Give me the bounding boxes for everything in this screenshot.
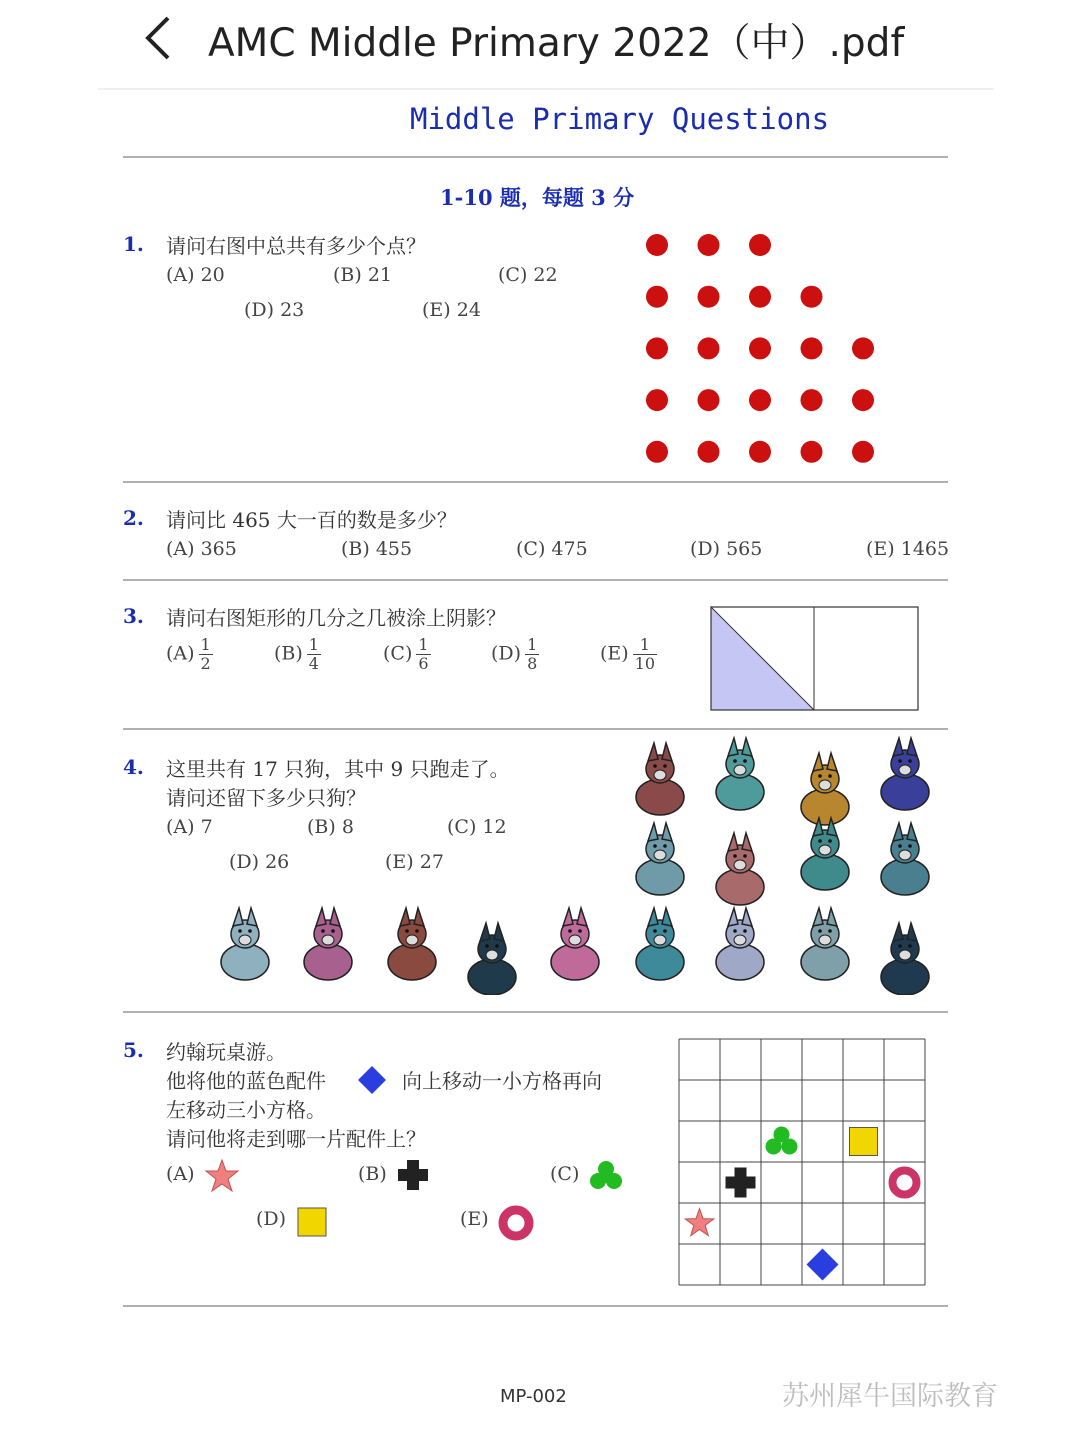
- option-b: [274, 636, 321, 673]
- dot: [749, 389, 771, 411]
- question-text: 请问他将走到哪一片配件上？: [166, 1127, 426, 1151]
- dot: [852, 389, 874, 411]
- game-board: [678, 1038, 930, 1290]
- square-piece: [850, 1128, 878, 1156]
- question-text: 约翰玩桌游。: [166, 1040, 286, 1064]
- dog-icon: [881, 823, 929, 895]
- dog-icon: [801, 753, 849, 825]
- question-number: 5.: [123, 1038, 144, 1062]
- fraction-denominator: 4: [308, 654, 319, 673]
- option-d: (D) 26: [229, 851, 290, 873]
- dot: [749, 286, 771, 308]
- fraction-numerator: 1: [633, 636, 657, 655]
- star-piece: [685, 1209, 714, 1236]
- blue-diamond-icon: [356, 1064, 388, 1096]
- dog-icon: [221, 908, 269, 980]
- fraction-numerator: 1: [527, 635, 538, 654]
- dot: [646, 389, 668, 411]
- dot: [698, 234, 720, 256]
- chevron-left-icon[interactable]: [140, 14, 176, 62]
- dog-icon: [551, 908, 599, 980]
- dot: [646, 286, 668, 308]
- question-number: 4.: [123, 755, 144, 779]
- option-d: [491, 636, 539, 673]
- option-label: (A): [166, 642, 195, 665]
- dot-figure: [640, 228, 880, 473]
- option-d: (D) 23: [244, 299, 305, 321]
- fraction-numerator: 1: [308, 635, 319, 654]
- option-label: (C): [383, 642, 413, 665]
- dot: [698, 286, 720, 308]
- divider: [123, 481, 948, 483]
- clover-piece: [766, 1127, 798, 1155]
- dot: [852, 441, 874, 463]
- dot: [698, 389, 720, 411]
- dog-icon: [636, 823, 684, 895]
- dot: [646, 441, 668, 463]
- option-c: (C) 22: [498, 264, 558, 286]
- dog-icon: [304, 908, 352, 980]
- option-b: (B) 455: [341, 538, 413, 560]
- dog-icon: [636, 743, 684, 815]
- divider: [123, 1305, 948, 1307]
- document-title: AMC Middle Primary 2022（中）.pdf: [208, 21, 905, 66]
- dot: [646, 234, 668, 256]
- question-number: 2.: [123, 506, 144, 530]
- option-a: (A) 7: [166, 816, 213, 838]
- option-b: (B) 21: [333, 264, 393, 286]
- divider: [123, 1011, 948, 1013]
- square-icon: [296, 1206, 328, 1238]
- dog-icon: [716, 833, 764, 905]
- fraction-denominator: 6: [418, 654, 429, 673]
- question-number: 1.: [123, 232, 144, 256]
- option-b: (B): [358, 1163, 387, 1185]
- fraction: [525, 636, 539, 673]
- option-d: (D) 565: [690, 538, 763, 560]
- option-a: (A) 20: [166, 264, 225, 286]
- dogs-figure: [200, 735, 950, 995]
- option-a: [166, 636, 213, 673]
- question-text: 请问还留下多少只狗？: [166, 786, 366, 810]
- fraction-denominator: 10: [634, 654, 656, 673]
- option-c: [383, 636, 431, 673]
- blue-diamond-piece: [807, 1249, 839, 1281]
- question-text: 他将他的蓝色配件: [166, 1069, 326, 1093]
- option-b: (B) 8: [307, 816, 354, 838]
- dog-icon: [716, 738, 764, 810]
- dog-icon: [468, 923, 516, 995]
- title-divider: [98, 88, 994, 90]
- option-e: (E): [460, 1208, 489, 1230]
- option-a: (A): [166, 1163, 195, 1185]
- option-e: (E) 24: [422, 299, 481, 321]
- option-c: (C) 12: [447, 816, 507, 838]
- option-e: [600, 636, 657, 673]
- dot: [801, 337, 823, 359]
- dog-icon: [636, 908, 684, 980]
- cross-piece: [726, 1168, 756, 1198]
- dog-icon: [716, 908, 764, 980]
- option-c: (C) 475: [516, 538, 588, 560]
- option-c: (C): [550, 1163, 580, 1185]
- option-label: (E): [600, 642, 629, 665]
- ring-piece: [893, 1171, 917, 1195]
- dog-icon: [801, 908, 849, 980]
- dot: [801, 441, 823, 463]
- dot: [749, 234, 771, 256]
- fraction-denominator: 8: [527, 654, 538, 673]
- shaded-triangle: [711, 607, 814, 710]
- fraction: [307, 636, 321, 673]
- dot: [749, 441, 771, 463]
- fraction: [416, 636, 430, 673]
- question-text: 请问右图中总共有多少个点？: [166, 234, 426, 258]
- ring-icon: [498, 1205, 534, 1241]
- option-d: (D): [256, 1208, 287, 1230]
- fraction-numerator: 1: [200, 635, 211, 654]
- watermark: 苏州犀牛国际教育: [782, 1381, 998, 1412]
- option-a: (A) 365: [166, 538, 237, 560]
- star-icon: [204, 1158, 240, 1194]
- cross-icon: [396, 1158, 430, 1192]
- fraction: [633, 636, 657, 673]
- dot: [646, 337, 668, 359]
- dog-icon: [881, 923, 929, 995]
- dog-icon: [388, 908, 436, 980]
- option-label: (D): [491, 642, 522, 665]
- page-number: MP-002: [500, 1386, 567, 1407]
- dot: [749, 337, 771, 359]
- option-e: (E) 1465: [866, 538, 950, 560]
- clover-icon: [588, 1158, 624, 1194]
- rectangle-figure: [710, 606, 920, 712]
- option-e: (E) 27: [385, 851, 444, 873]
- option-label: (B): [274, 642, 303, 665]
- question-text: 请问比 465 大一百的数是多少？: [166, 508, 457, 532]
- divider: [123, 728, 948, 730]
- dot: [801, 286, 823, 308]
- divider: [123, 579, 948, 581]
- question-number: 3.: [123, 604, 144, 628]
- fraction-numerator: 1: [418, 635, 429, 654]
- fraction: [199, 636, 213, 673]
- page-header: Middle Primary Questions: [410, 102, 830, 136]
- divider: [123, 156, 948, 158]
- dot: [801, 389, 823, 411]
- question-text: 请问右图矩形的几分之几被涂上阴影？: [166, 606, 506, 630]
- question-text: 左移动三小方格。: [166, 1098, 326, 1122]
- question-text: 这里共有 17 只狗，其中 9 只跑走了。: [166, 757, 510, 781]
- dot: [698, 337, 720, 359]
- dog-icon: [801, 818, 849, 890]
- dot: [852, 337, 874, 359]
- section-heading: 1-10 题，每题 3 分: [440, 185, 635, 210]
- question-text: 向上移动一小方格再向: [402, 1069, 602, 1093]
- dot: [698, 441, 720, 463]
- dog-icon: [881, 738, 929, 810]
- fraction-denominator: 2: [200, 654, 211, 673]
